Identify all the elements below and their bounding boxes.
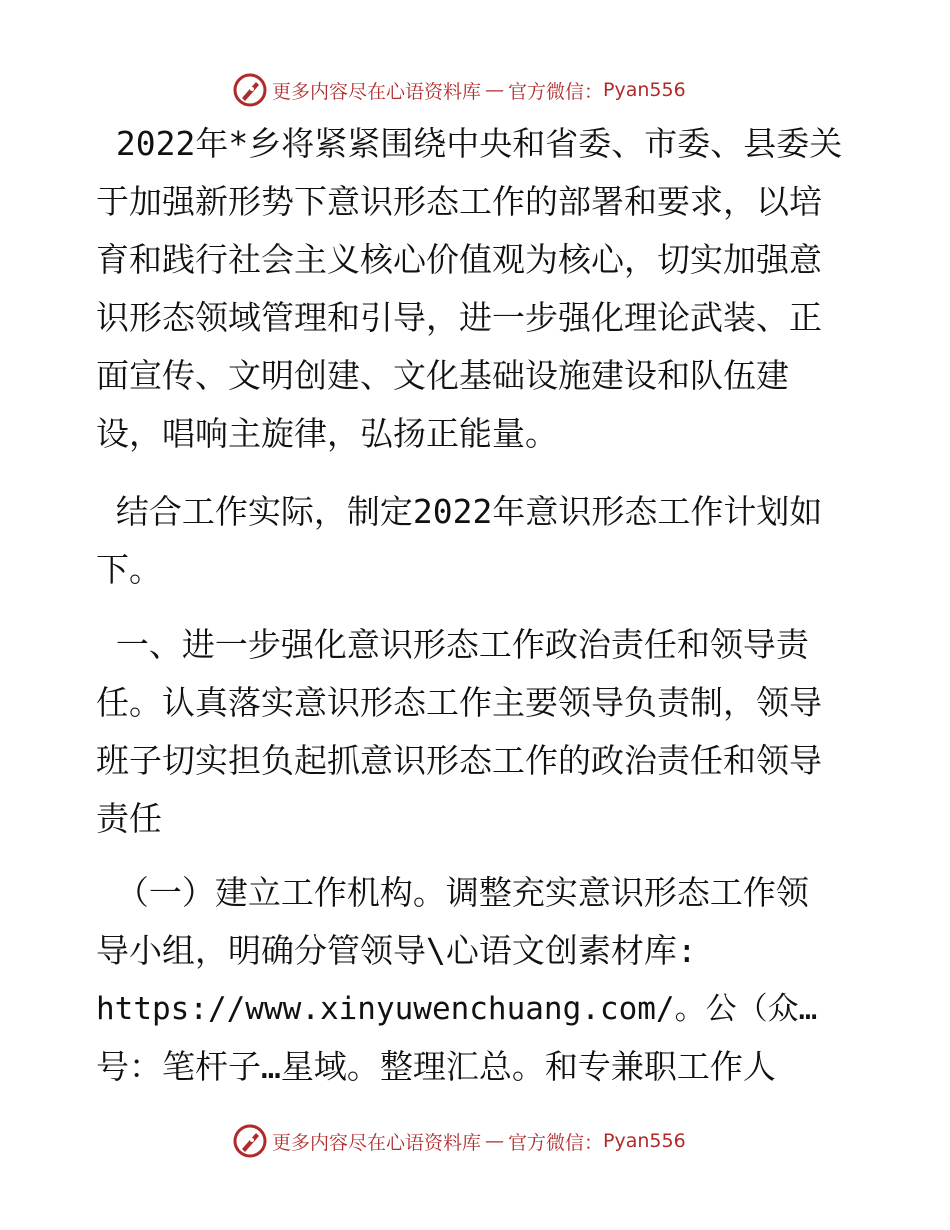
text-line: 育和践行社会主义核心价值观为核心，切实加强意 (96, 240, 822, 279)
header-banner (232, 70, 712, 110)
text-line: 一、进一步强化意识形态工作政治责任和领导责 (96, 625, 809, 664)
banner-wechat-label: 官方微信： (508, 1131, 604, 1154)
text-line: 号：笔杆子…星域。整理汇总。和专兼职工作人 (96, 1047, 776, 1086)
text-line: 识形态领域管理和引导，进一步强化理论武装、正 (96, 298, 822, 337)
text-line: 导小组，明确分管领导\心语文创素材库: (96, 931, 697, 970)
banner-wechat-label: 官方微信： (508, 80, 604, 103)
text-line: （一）建立工作机构。调整充实意识形态工作领 (96, 873, 809, 912)
paragraph-subsection-one (0, 864, 817, 1096)
banner-dash: — (485, 1130, 505, 1152)
footer-banner (232, 1121, 712, 1161)
text-line: 责任 (96, 799, 162, 838)
text-line: 设，唱响主旋律，弘扬正能量。 (96, 414, 558, 453)
banner-wechat-id: Pyan556 (603, 79, 686, 101)
banner-wechat-id: Pyan556 (603, 1130, 686, 1152)
banner-dash: — (485, 79, 505, 101)
text-line: 任。认真落实意识形态工作主要领导负责制，领导 (96, 683, 822, 722)
pen-nib-circle-icon (232, 72, 268, 108)
paragraph-section-one (0, 616, 822, 848)
text-line: 下。 (96, 550, 162, 589)
text-line: 于加强新形势下意识形态工作的部署和要求，以培 (96, 182, 822, 221)
paragraph-intro (0, 115, 842, 463)
paragraph-plan (0, 483, 822, 599)
text-line-url: https://www.xinyuwenchuang.com/。公（众… (96, 991, 818, 1027)
banner-text: 更多内容尽在心语资料库 (272, 1131, 482, 1154)
text-line: 面宣传、文明创建、文化基础设施建设和队伍建 (96, 356, 789, 395)
pen-nib-circle-icon (232, 1123, 268, 1159)
text-line: 2022年*乡将紧紧围绕中央和省委、市委、县委关 (96, 124, 843, 163)
text-line: 结合工作实际，制定2022年意识形态工作计划如 (96, 492, 823, 531)
text-line: 班子切实担负起抓意识形态工作的政治责任和领导 (96, 741, 822, 780)
banner-text: 更多内容尽在心语资料库 (272, 80, 482, 103)
